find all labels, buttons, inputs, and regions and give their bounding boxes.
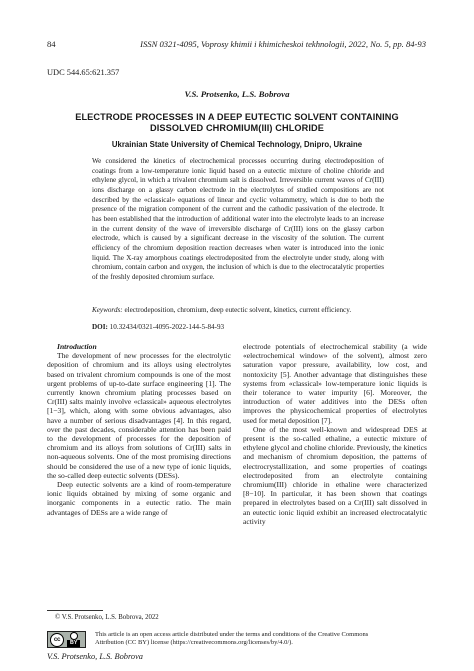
section-heading-introduction: Introduction	[57, 342, 97, 351]
body-column-left	[47, 342, 231, 517]
creative-commons-icon: cc	[50, 633, 64, 647]
abstract	[92, 157, 384, 283]
page-number: 84	[47, 39, 56, 49]
body-column-right	[243, 342, 427, 526]
license-text: This article is an open access article distributed under the terms and conditions of the Creative Commons Attribution (CC BY) license (https://creativecommons.org/licenses/by/4.0/).	[95, 631, 369, 647]
paragraph: electrode potentials of electrochemical stability (a wide «electrochemical window» of the solvent), almost zero saturation vapor pressure, availability, low cost, and nontoxicity [5]. Another advantage that distinguishes these systems from «classical» low-temperature ionic liquids is their tolerance to water impurity [6]. Moreover, the introduction of water additives into the DESs often improves the physicochemical properties of electrolytes used for metal deposition [7].	[243, 342, 427, 425]
doi-label: DOI:	[92, 323, 108, 331]
udc-code: UDC 544.65:621.357	[47, 68, 120, 77]
by-label: BY	[67, 640, 80, 647]
doi	[92, 323, 384, 333]
paragraph: One of the most well-known and widespread DES at present is the so-called ethaline, a eutectic mixture of ethylene glycol and choline chloride. Previously, the kinetics and mechanism of chromium deposition, the patterns of electrocrystallization, and some properties of coatings electrodeposited from an electrolyte containing chromium(III) chloride in ethaline were characterized [8−10]. In particular, it has been shown that coatings prepared in electrolytes based on a Cr(III) salt dissolved in an eutectic ionic liquid exhibit an increased electrocatalytic activity	[243, 424, 427, 526]
running-header	[47, 39, 426, 49]
keywords-text: electrodeposition, chromium, deep eutectic solvent, kinetics, current efficiency.	[124, 306, 352, 314]
attribution-badge	[67, 632, 80, 648]
doi-value[interactable]: 10.32434/0321-4095-2022-144-5-84-93	[109, 323, 225, 331]
footnote-divider	[47, 610, 103, 611]
abstract-text: We considered the kinetics of electrochemical processes occurring during electrodeposition of coatings from a low-temperature ionic liquid based on a eutectic mixture of choline chloride and ethylene glycol, in which a trivalent chromium salt is dissolved. Irreversible current waves of Cr(III) ions discharge on a glassy carbon electrode in the electrolytes of studied compositions are not described by the «classical» equations of linear and cyclic voltammetry, which is due to both the presence of the migration component of the current and the cathodic passivation of the electrode. It has been established that the introduction of additional water into the electrolyte leads to an increase in the current density of the wave of irreversible discharge of Cr(III) ions on the glassy carbon electrode, which is caused by a significant decrease in the viscosity of the solution. The current efficiency of the chromium deposition reaction decreases when water is introduced into the ionic liquid. The X-ray amorphous coatings electrodeposited from the electrolyte under study, along with chromium, contain carbon and oxygen, the inclusion of which is due to the electrocatalytic properties of the freshly deposited chromium surface.	[92, 157, 384, 281]
authors: V.S. Protsenko, L.S. Bobrova	[184, 89, 290, 99]
paragraph: Deep eutectic solvents are a kind of room-temperature ionic liquids obtained by mixing of some organic and inorganic components in a eutectic ratio. The main advantages of DESs are a wide range of	[47, 480, 231, 517]
copyright-notice: © V.S. Protsenko, L.S. Bobrova, 2022	[55, 614, 159, 621]
paragraph: The development of new processes for the electrolytic deposition of chromium and its alloys using electrolytes based on trivalent chromium compounds is one of the most urgent problems of up-to-date surface engineering [1]. The currently known chromium plating processes based on Cr(III) salts mainly involve «classical» aqueous electrolytes [1−3], which, along with some obvious advantages, also have a number of serious disadvantages [4]. In this regard, over the past decades, considerable attention has been paid to the development of processes for the deposition of chromium and its alloys from solutions of Cr(III) salts in non-aqueous solvents. One of the most promising directions should be considered the use of a new type of ionic liquids, the so-called deep eutectic solvents (DESs).	[47, 351, 231, 480]
journal-citation: ISSN 0321-4095, Voprosy khimii i khimicheskoi tekhnologii, 2022, No. 5, pp. 84-93	[140, 39, 426, 49]
keywords	[92, 306, 384, 316]
article-title: ELECTRODE PROCESSES IN A DEEP EUTECTIC SOLVENT CONTAINING DISSOLVED CHROMIUM(III) CHLORIDE	[75, 112, 399, 133]
affiliation: Ukrainian State University of Chemical Technology, Dnipro, Ukraine	[111, 140, 363, 149]
cc-by-license-badge[interactable]	[47, 631, 86, 648]
running-footer: V.S. Protsenko, L.S. Bobrova	[47, 652, 143, 661]
attribution-person-icon	[70, 632, 78, 640]
keywords-label: Keywords:	[92, 306, 123, 314]
